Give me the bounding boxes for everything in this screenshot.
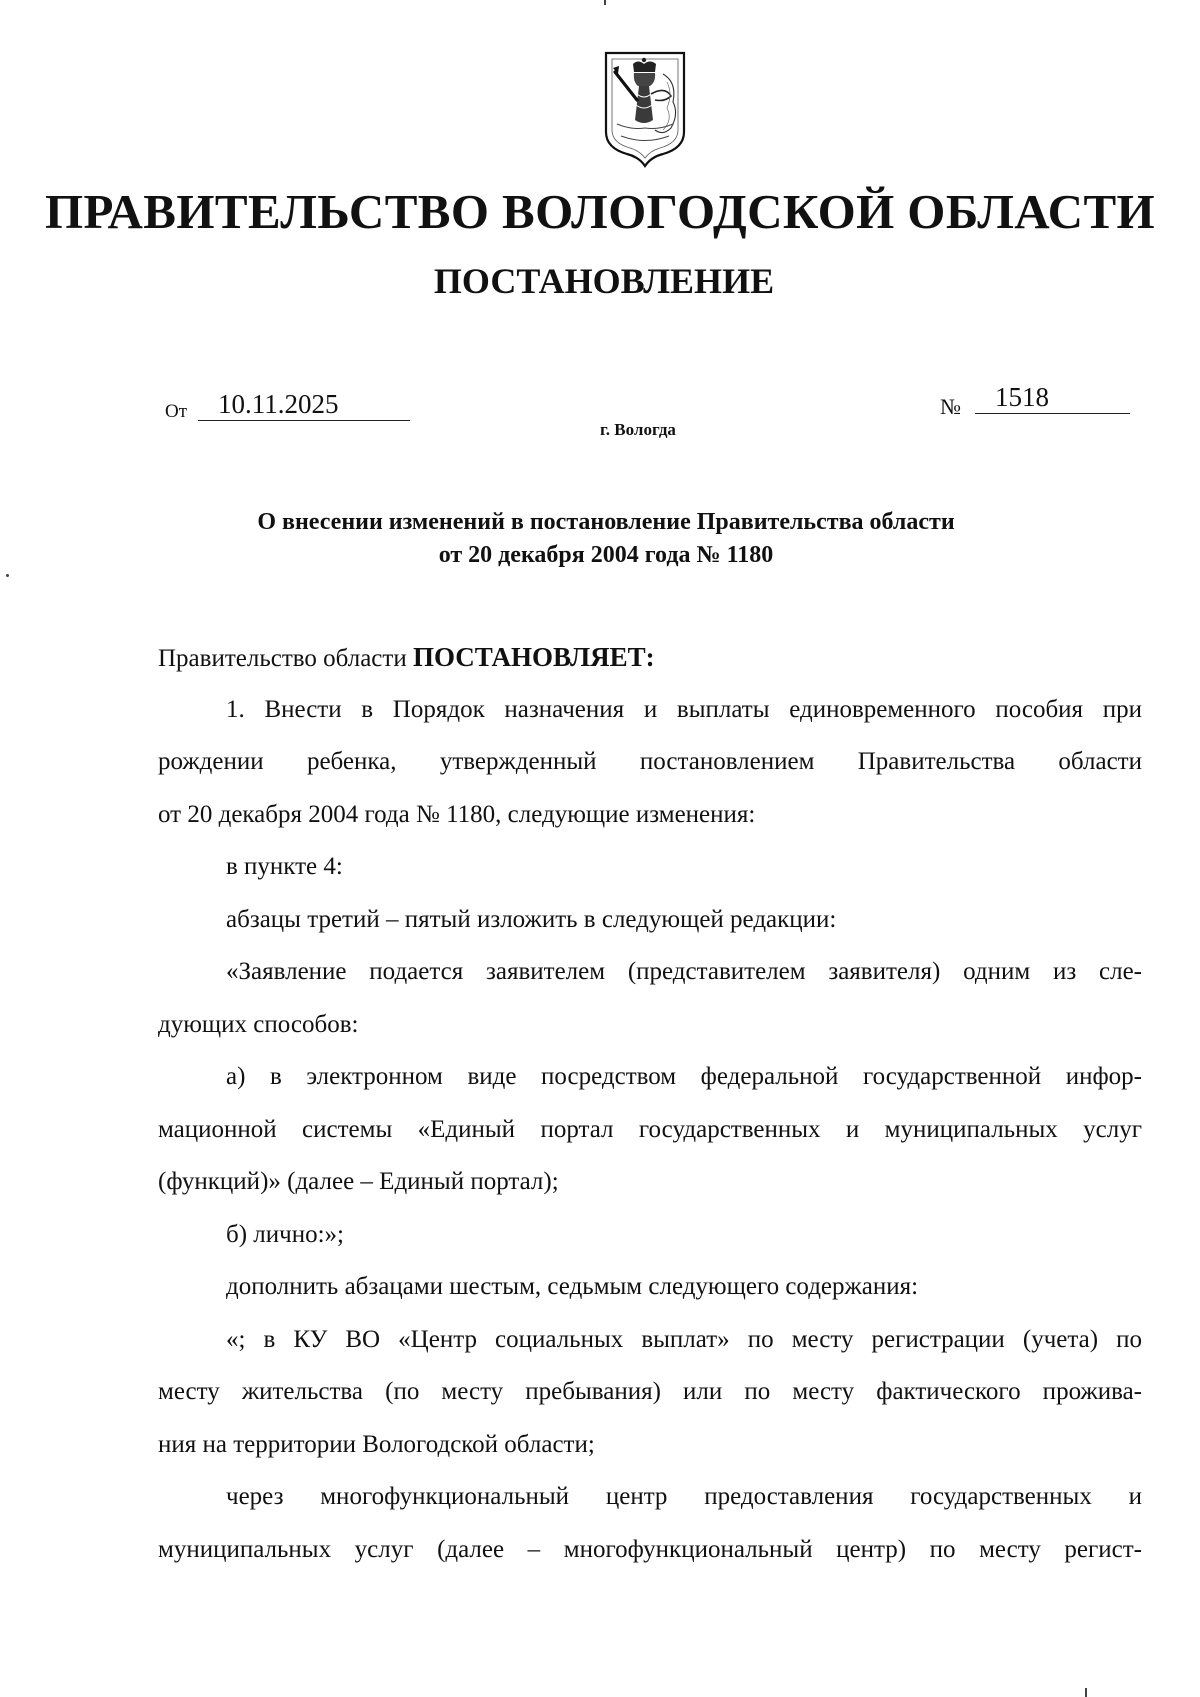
body-line: в пункте 4:: [226, 853, 343, 880]
body-line: дополнить абзацами шестым, седьмым следующего содержания:: [226, 1273, 919, 1300]
body-line: мационной системы «Единый портал государственных и муниципальных услуг: [158, 1115, 1142, 1143]
body-line: (функций)» (далее – Единый портал);: [158, 1168, 559, 1195]
body-line: муниципальных услуг (далее – многофункциональный центр) по месту регист-: [158, 1535, 1142, 1563]
preamble: Правительство области: [158, 645, 407, 672]
scan-tick: [604, 0, 606, 5]
subject-line: О внесении изменений в постановление Правительства области: [257, 509, 955, 535]
body-line: б) лично:»;: [226, 1220, 344, 1248]
body-line: рождении ребенка, утвержденный постановлением Правительства области: [158, 748, 1142, 775]
city: г. Вологда: [600, 420, 676, 439]
body-line: «Заявление подается заявителем (представителем заявителя) одним из сле-: [226, 958, 1142, 985]
scan-speck: [6, 574, 9, 577]
body-line: а) в электронном виде посредством федеральной государственной инфор-: [226, 1063, 1142, 1090]
document-subject: [0, 506, 1200, 572]
body-line: от 20 декабря 2004 года № 1180, следующие изменения:: [158, 800, 756, 828]
subject-line: от 20 декабря 2004 года № 1180: [438, 542, 774, 568]
scan-tick: [1085, 1688, 1087, 1697]
organization-title: ПРАВИТЕЛЬСТВО ВОЛОГОДСКОЙ ОБЛАСТИ: [44, 184, 1156, 239]
body-line: «; в КУ ВО «Центр социальных выплат» по месту регистрации (учета) по: [226, 1325, 1142, 1353]
document-body: [158, 631, 1142, 1576]
body-line: абзацы третий – пятый изложить в следующей редакции:: [226, 905, 837, 933]
body-line: 1. Внести в Порядок назначения и выплаты единовременного пособия при: [226, 695, 1142, 723]
body-line: месту жительства (по месту пребывания) или по месту фактического прожива-: [158, 1378, 1142, 1405]
body-line: ния на территории Вологодской области;: [158, 1430, 595, 1458]
decree-word: ПОСТАНОВЛЯЕТ:: [412, 642, 655, 672]
document-type: ПОСТАНОВЛЕНИЕ: [433, 261, 775, 301]
coat-of-arms-icon: [603, 50, 687, 168]
document-number: 1518: [975, 381, 1130, 414]
document-date: 10.11.2025: [198, 388, 410, 421]
date-label: От: [165, 401, 188, 422]
number-label: №: [940, 394, 961, 419]
body-line: дующих способов:: [158, 1010, 359, 1038]
body-line: через многофункциональный центр предоставления государственных и: [226, 1483, 1142, 1510]
preamble-line: [158, 631, 1142, 684]
